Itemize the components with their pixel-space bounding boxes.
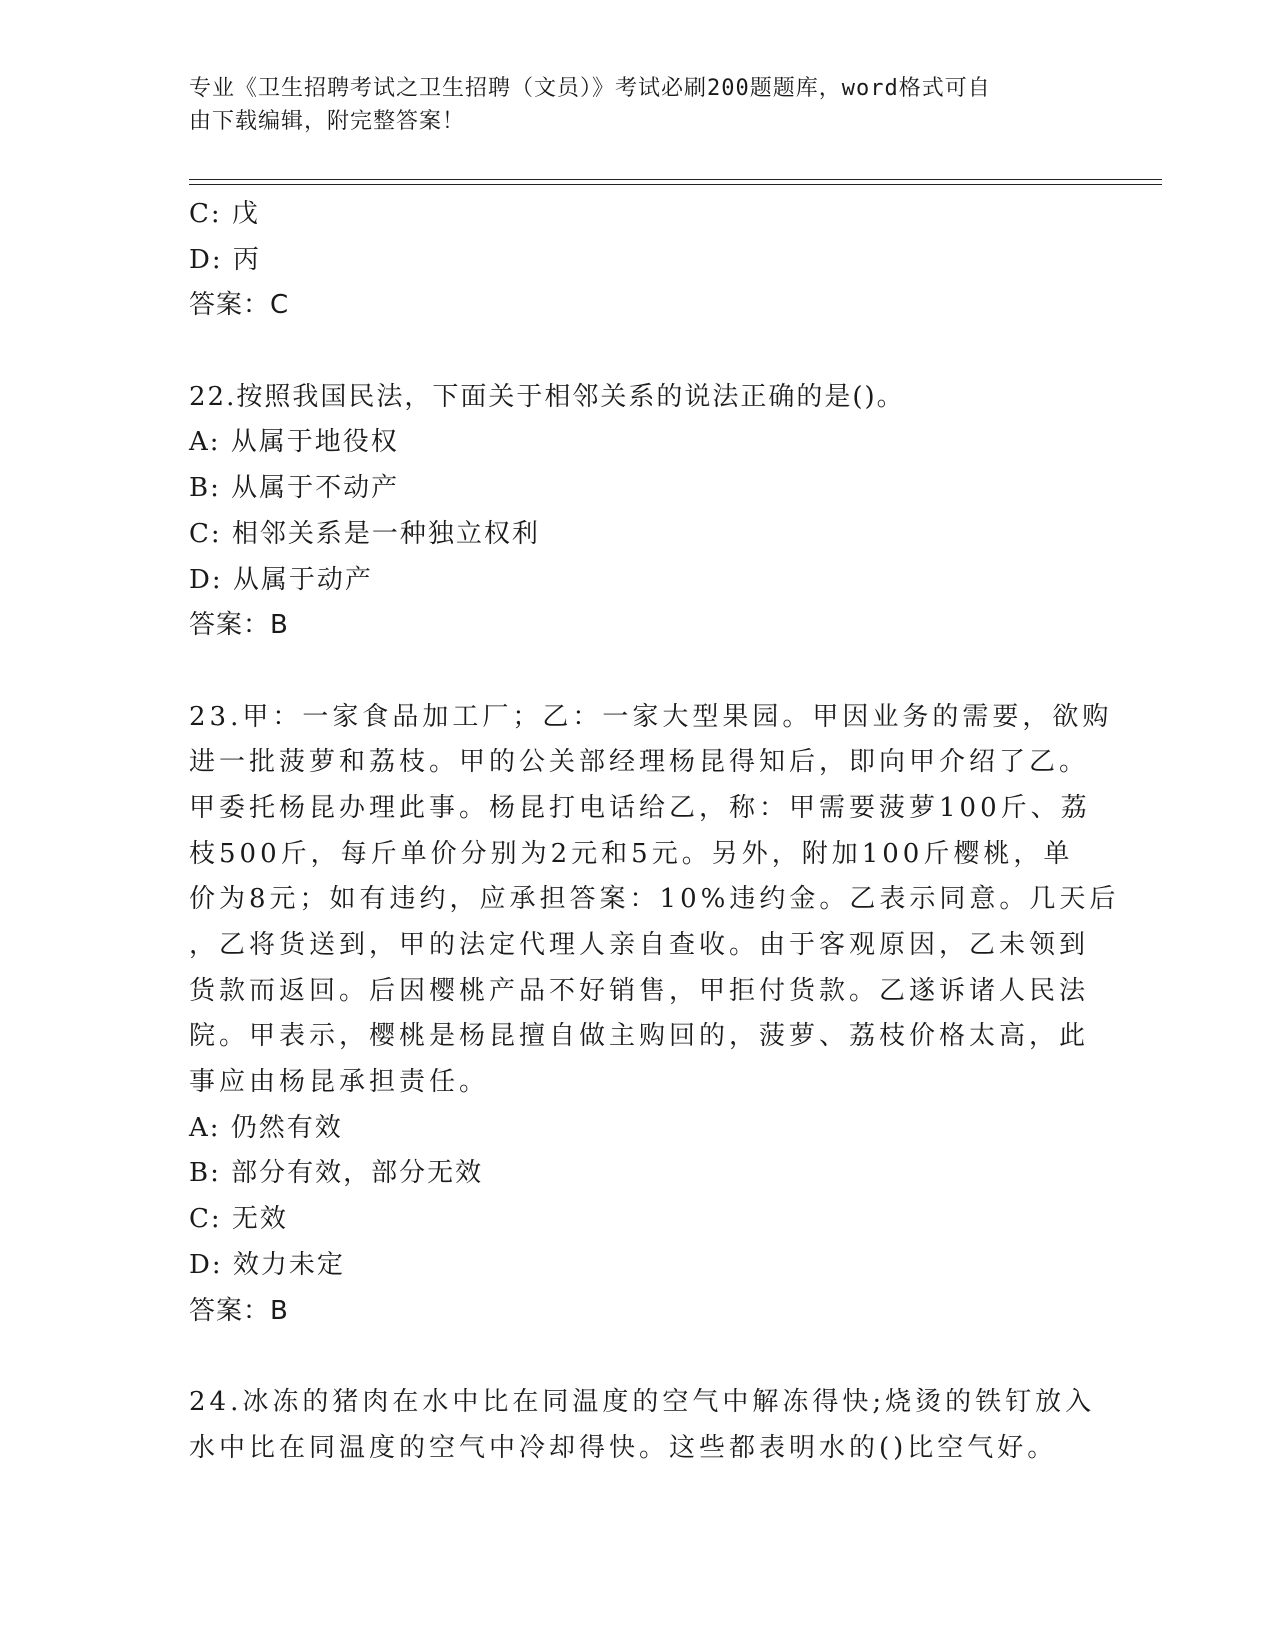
option-c: C: 戊	[189, 199, 260, 229]
option-b: B: 从属于不动产	[189, 473, 400, 504]
stem-line: 货款而返回。后因樱桃产品不好销售，甲拒付货款。乙遂诉诸人民法	[189, 975, 1090, 1006]
answer-line: 答案：B	[189, 610, 289, 641]
option-b: B: 部分有效，部分无效	[189, 1158, 484, 1189]
question-21-tail	[189, 192, 1089, 329]
question-23	[189, 695, 1120, 1335]
document-header	[189, 72, 1069, 138]
option-c: C: 相邻关系是一种独立权利	[189, 518, 540, 549]
stem-line: 进一批菠萝和荔枝。甲的公关部经理杨昆得知后，即向甲介绍了乙。	[189, 747, 1090, 778]
answer-line: 答案：C	[189, 290, 290, 321]
header-rule-top	[189, 179, 1162, 180]
stem-line: 23.甲：一家食品加工厂；乙：一家大型果园。甲因业务的需要，欲购	[189, 701, 1113, 732]
option-a: A: 仍然有效	[189, 1112, 343, 1143]
question-22	[189, 375, 1089, 649]
stem-line: 枝500斤，每斤单价分别为2元和5元。另外，附加100斤樱桃，单	[189, 838, 1074, 869]
spacer	[189, 1334, 1089, 1380]
option-d: D: 从属于动产	[189, 564, 373, 595]
stem-line: ，乙将货送到，甲的法定代理人亲自查收。由于客观原因，乙未领到	[189, 930, 1090, 960]
spacer	[189, 649, 1089, 695]
stem-line: 事应由杨昆承担责任。	[189, 1067, 490, 1098]
option-c: C: 无效	[189, 1204, 288, 1235]
answer-line: 答案：B	[189, 1295, 289, 1326]
stem-line: 价为8元；如有违约，应承担答案：10%违约金。乙表示同意。几天后	[189, 884, 1120, 915]
question-stem: 22.按照我国民法，下面关于相邻关系的说法正确的是()。	[189, 381, 905, 412]
option-d: D: 效力未定	[189, 1249, 345, 1280]
header-rule-bottom	[189, 184, 1162, 185]
stem-line: 甲委托杨昆办理此事。杨昆打电话给乙，称：甲需要菠萝100斤、荔	[189, 792, 1091, 823]
stem-line: 水中比在同温度的空气中冷却得快。这些都表明水的()比空气好。	[189, 1432, 1058, 1463]
header-line-2: 由下载编辑，附完整答案！	[189, 109, 466, 134]
spacer	[189, 329, 1089, 375]
stem-line: 24.冰冻的猪肉在水中比在同温度的空气中解冻得快;烧烫的铁钉放入	[189, 1386, 1096, 1417]
option-a: A: 从属于地役权	[189, 427, 399, 458]
question-stem	[189, 1380, 1096, 1471]
question-list	[189, 192, 1120, 1471]
question-24	[189, 1380, 1096, 1471]
option-d: D: 丙	[189, 244, 261, 275]
stem-line: 院。甲表示，樱桃是杨昆擅自做主购回的，菠萝、荔枝价格太高，此	[189, 1021, 1090, 1052]
header-line-1: 专业《卫生招聘考试之卫生招聘（文员）》考试必刷200题题库，word格式可自	[189, 76, 991, 101]
question-stem	[189, 695, 1120, 1106]
